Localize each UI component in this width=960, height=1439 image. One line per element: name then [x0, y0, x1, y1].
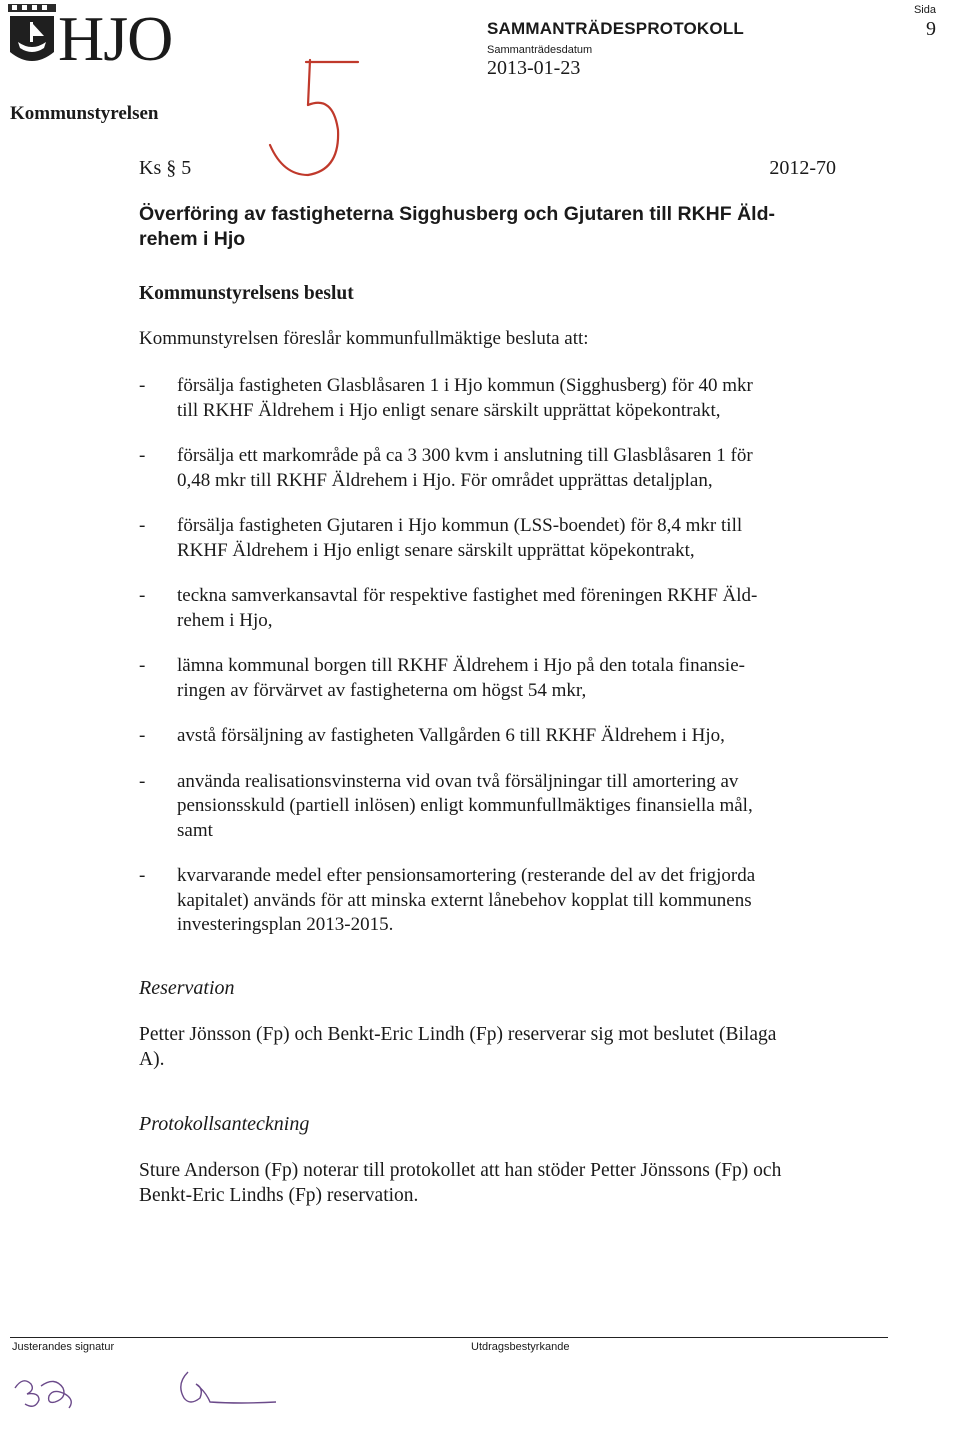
meeting-date: 2013-01-23	[487, 57, 581, 79]
certification-label: Utdragsbestyrkande	[471, 1341, 570, 1353]
logo-wordmark: HJO	[58, 3, 173, 74]
list-dash: -	[139, 725, 146, 746]
list-dash: -	[139, 865, 146, 886]
list-item-line: avstå försäljning av fastigheten Vallgården 6 till RKHF Äldrehem i Hjo,	[177, 725, 725, 746]
list-item-line: rehem i Hjo,	[177, 609, 273, 631]
protocol-note-text	[139, 1158, 844, 1208]
list-item	[139, 770, 839, 844]
meeting-date-label: Sammanträdesdatum	[487, 44, 593, 56]
list-item-line: kvarvarande medel efter pensionsamortering (resterande del av det frigjorda	[177, 865, 756, 886]
case-reference: Ks § 5	[139, 157, 192, 179]
reservation-line: A).	[139, 1049, 165, 1070]
list-item	[139, 864, 839, 938]
reservation-title: Reservation	[139, 977, 235, 999]
list-item	[139, 584, 839, 633]
page-number: 9	[926, 18, 936, 40]
handwritten-signature	[170, 1362, 280, 1412]
list-dash: -	[139, 375, 146, 396]
list-dash: -	[139, 770, 146, 792]
list-item-line: 0,48 mkr till RKHF Äldrehem i Hjo. För området upprättas detaljplan,	[177, 469, 713, 491]
list-item-line: RKHF Äldrehem i Hjo enligt senare särskilt upprättat köpekontrakt,	[177, 539, 695, 561]
case-number: 2012-70	[769, 157, 836, 179]
handwritten-number-mark	[258, 50, 368, 185]
municipality-logo	[6, 4, 186, 76]
list-dash: -	[139, 515, 146, 536]
signature-label: Justerandes signatur	[12, 1341, 115, 1353]
list-item-line: investeringsplan 2013-2015.	[177, 914, 394, 935]
list-item	[139, 654, 839, 703]
city-crest-icon	[6, 4, 58, 74]
protocol-note-line: Benkt-Eric Lindhs (Fp) reservation.	[139, 1185, 419, 1206]
list-dash: -	[139, 585, 146, 606]
list-item-line: till RKHF Äldrehem i Hjo enligt senare särskilt upprättat köpekontrakt,	[177, 399, 721, 421]
organization-name: Kommunstyrelsen	[10, 103, 159, 124]
list-item-line: pensionsskuld (partiell inlösen) enligt kommunfullmäktiges finansiella mål,	[177, 795, 753, 816]
handwritten-signature	[5, 1368, 85, 1413]
document-heading	[139, 202, 839, 252]
list-dash: -	[139, 655, 146, 676]
list-item-line: försälja fastigheten Glasblåsaren 1 i Hjo kommun (Sigghusberg) för 40 mkr	[177, 375, 753, 396]
list-item-line: försälja fastigheten Gjutaren i Hjo kommun (LSS-boendet) för 8,4 mkr till	[177, 515, 743, 536]
page-label: Sida	[913, 4, 936, 16]
heading-line-2: rehem i Hjo	[139, 228, 246, 250]
protocol-note-title: Protokollsanteckning	[139, 1113, 310, 1135]
list-item-line: kapitalet) används för att minska externt lånebehov kopplat till kommunens	[177, 889, 752, 911]
footer-divider	[10, 1337, 888, 1338]
list-item-line: samt	[177, 819, 213, 841]
list-item	[139, 444, 839, 493]
decision-title: Kommunstyrelsens beslut	[139, 283, 354, 304]
decision-intro: Kommunstyrelsen föreslår kommunfullmäktige besluta att:	[139, 328, 589, 349]
decision-list	[139, 374, 839, 938]
list-item-line: lämna kommunal borgen till RKHF Äldrehem i Hjo på den totala finansie-	[177, 655, 745, 676]
list-item-line: försälja ett markområde på ca 3 300 kvm i anslutning till Glasblåsaren 1 för	[177, 445, 753, 466]
list-dash: -	[139, 445, 146, 466]
reservation-text	[139, 1022, 839, 1072]
list-item-line: ringen av förvärvet av fastigheterna om högst 54 mkr,	[177, 679, 587, 701]
reservation-line: Petter Jönsson (Fp) och Benkt-Eric Lindh (Fp) reserverar sig mot beslutet (Bilaga	[139, 1024, 777, 1045]
list-item-line: använda realisationsvinsterna vid ovan två försäljningar till amortering av	[177, 770, 739, 792]
heading-line-1: Överföring av fastigheterna Sigghusberg och Gjutaren till RKHF Äld-	[139, 203, 775, 225]
protocol-note-line: Sture Anderson (Fp) noterar till protokollet att han stöder Petter Jönssons (Fp) och	[139, 1160, 782, 1181]
list-item	[139, 374, 839, 423]
list-item	[139, 514, 839, 563]
list-item-line: teckna samverkansavtal för respektive fastighet med föreningen RKHF Äld-	[177, 585, 758, 606]
list-item	[139, 724, 839, 749]
protocol-title: SAMMANTRÄDESPROTOKOLL	[487, 19, 744, 38]
